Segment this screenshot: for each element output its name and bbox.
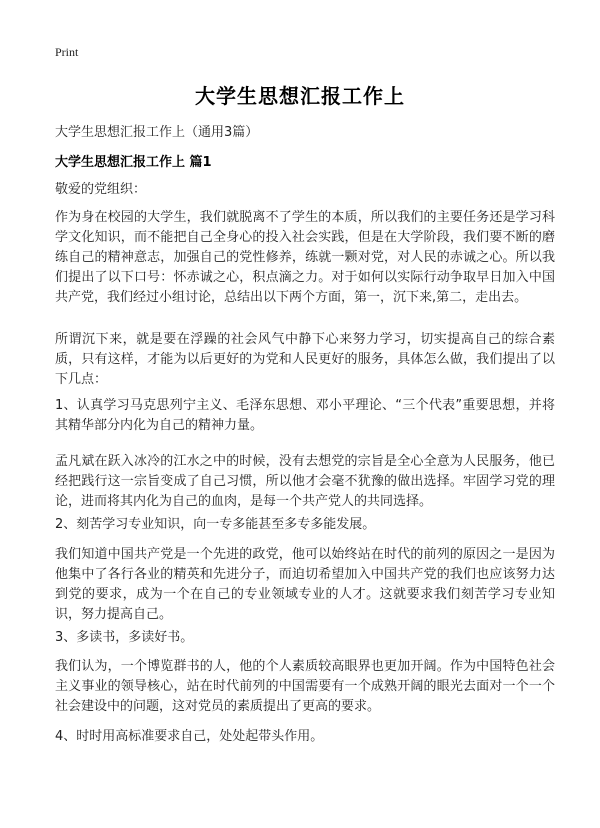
document-title: 大学生思想汇报工作上 [195, 84, 405, 108]
document-subtitle: 大学生思想汇报工作上（通用3篇） [55, 125, 259, 140]
paragraph-point-1: 1、认真学习马克思列宁主义、毛泽东思想、邓小平理论、“三个代表”重要思想，并将其精华部分内化为自己的精神力量。 [55, 398, 555, 433]
section-heading: 大学生思想汇报工作上 篇1 [55, 155, 212, 170]
paragraph-4: 我们知道中国共产党是一个先进的政党，他可以始终站在时代的前列的原因之一是因为他集中了各行各业的精英和先进分子，而迫切希望加入中国共产党的我们也应该努力达到党的要求，成为一个在自己的专业领域专业的人才。这就要求我们刻苦学习专业知识，努力提高自己。 [55, 547, 555, 622]
paragraph-1: 作为身在校园的大学生，我们就脱离不了学生的本质，所以我们的主要任务还是学习科学文化知识，而不能把自己全身心的投入社会实践，但是在大学阶段，我们要不断的磨练自己的精神意志，加强自己的党性修养，练就一颗对党，对人民的赤诚之心。所以我们提出了以下口号：怀赤诚之心，积点滴之力。对于如何以实际行动争取早日加入中国共产党，我们经过小组讨论，总结出以下两个方面，第一，沉下来,第二，走出去。 [55, 210, 555, 305]
paragraph-point-3: 3、多读书，多读好书。 [55, 630, 194, 645]
paragraph-2: 所谓沉下来，就是要在浮躁的社会风气中静下心来努力学习，切实提高自己的综合素质，只有这样，才能为以后更好的为党和人民更好的服务，具体怎么做，我们提出了以下几点： [55, 332, 555, 387]
print-label: Print [55, 45, 79, 59]
paragraph-point-4: 4、时时用高标准要求自己，处处起带头作用。 [55, 729, 324, 744]
salutation: 敬爱的党组织： [55, 182, 147, 197]
paragraph-3: 孟凡斌在跃入冰冷的江水之中的时候，没有去想党的宗旨是全心全意为人民服务，他已经把践行这一宗旨变成了自己习惯，所以他才会毫不犹豫的做出选择。牢固学习党的理论，进而将其内化为自己的血肉，是每一个共产党人的共同选择。 [55, 454, 555, 509]
paragraph-point-2: 2、刻苦学习专业知识，向一专多能甚至多专多能发展。 [55, 517, 376, 532]
paragraph-5: 我们认为，一个博览群书的人，他的个人素质较高眼界也更加开阔。作为中国特色社会主义事业的领导核心，站在时代前列的中国需要有一个成熟开阔的眼光去面对一个一个社会建设中的问题，这对党员的素质提出了更高的要求。 [55, 659, 555, 714]
